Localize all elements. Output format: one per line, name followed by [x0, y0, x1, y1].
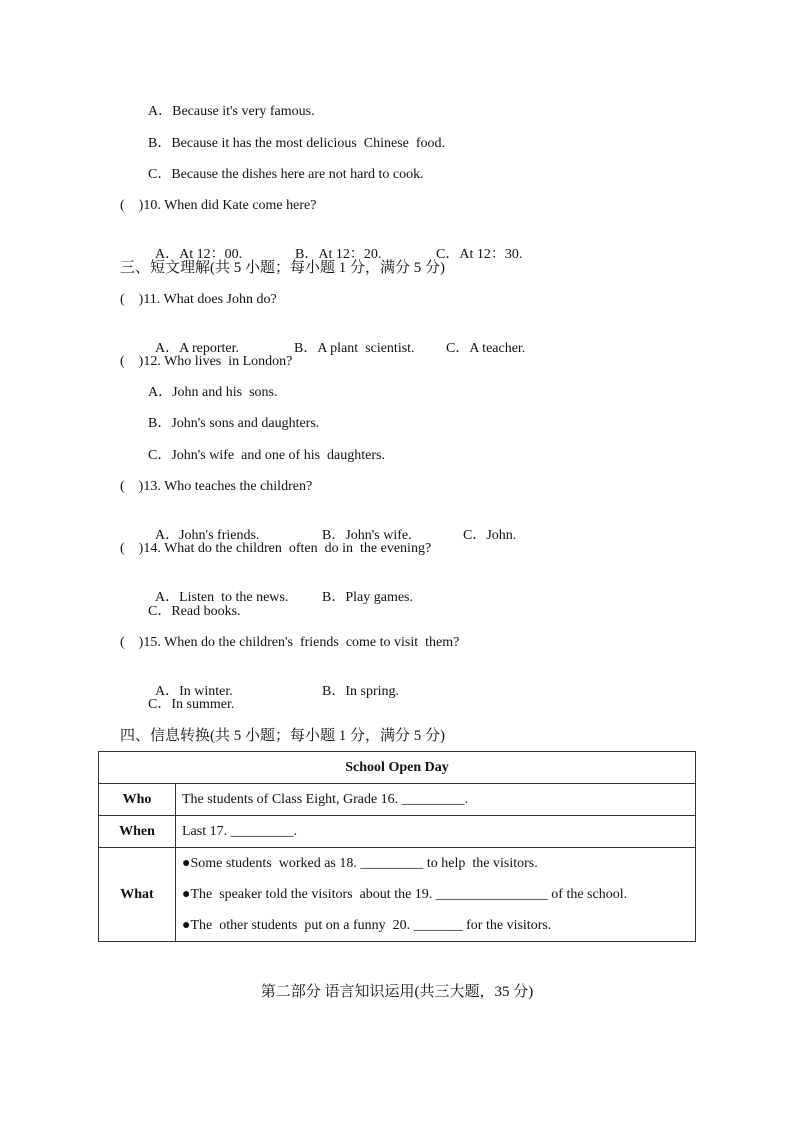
q15-option-c: C．In summer. [148, 697, 235, 712]
q11-option-a: A．A reporter. [155, 341, 239, 356]
q13-option-c: C．John. [463, 528, 517, 543]
section4-title: 四、信息转换(共 5 小题；每小题 1 分，满分 5 分) [120, 728, 445, 744]
q12-stem: ( )12. Who lives in London? [120, 354, 293, 369]
what-label: What [99, 848, 176, 942]
table-row-when [99, 816, 696, 848]
q14-stem: ( )14. What do the children often do in the evening? [120, 541, 432, 556]
table-header-row [99, 752, 696, 784]
table-row-what [99, 848, 696, 942]
q9-option-b: B．Because it has the most delicious Chinese food. [148, 136, 446, 151]
what-line-2: ●The speaker told the visitors about the 19. ________________ of the school. [182, 887, 628, 902]
section3-title: 三、短文理解(共 5 小题；每小题 1 分，满分 5 分) [120, 260, 445, 276]
q12-option-c: C．John's wife and one of his daughters. [148, 448, 385, 463]
q14-option-b: B．Play games. [322, 590, 413, 605]
q13-stem: ( )13. Who teaches the children? [120, 479, 313, 494]
q10-stem: ( )10. When did Kate come here? [120, 198, 317, 213]
q9-option-c: C．Because the dishes here are not hard to cook. [148, 167, 424, 182]
who-label: Who [99, 784, 176, 816]
q14-options [148, 571, 413, 607]
q10-option-b: B．At 12：20. [295, 247, 382, 262]
q15-stem: ( )15. When do the children's friends come to visit them? [120, 635, 460, 650]
q11-option-c: C．A teacher. [446, 341, 526, 356]
table-title: School Open Day [99, 752, 696, 784]
part-two-heading: 第二部分 语言知识运用(共三大题，35 分) [260, 984, 534, 1000]
school-open-day-table [98, 751, 696, 942]
q14-option-c: C．Read books. [148, 604, 241, 619]
table-row-who [99, 784, 696, 816]
q12-option-a: A．John and his sons. [148, 385, 278, 400]
q11-option-b: B．A plant scientist. [294, 341, 415, 356]
q10-option-c: C．At 12：30. [436, 247, 523, 262]
q14-option-a: A．Listen to the news. [155, 590, 289, 605]
when-text: Last 17. _________. [176, 816, 696, 848]
what-line-1: ●Some students worked as 18. _________ to help the visitors. [182, 856, 538, 871]
what-line-3: ●The other students put on a funny 20. _______ for the visitors. [182, 918, 552, 933]
q10-option-a: A．At 12：00. [155, 247, 243, 262]
what-content [176, 848, 696, 942]
q15-option-b: B．In spring. [322, 684, 399, 699]
q9-option-a: A．Because it's very famous. [148, 104, 315, 119]
q11-stem: ( )11. What does John do? [120, 292, 277, 307]
q13-option-b: B．John's wife. [322, 528, 412, 543]
q15-option-a: A．In winter. [155, 684, 233, 699]
q13-option-a: A．John's friends. [155, 528, 260, 543]
when-label: When [99, 816, 176, 848]
q12-option-b: B．John's sons and daughters. [148, 416, 320, 431]
who-text: The students of Class Eight, Grade 16. _________. [176, 784, 696, 816]
